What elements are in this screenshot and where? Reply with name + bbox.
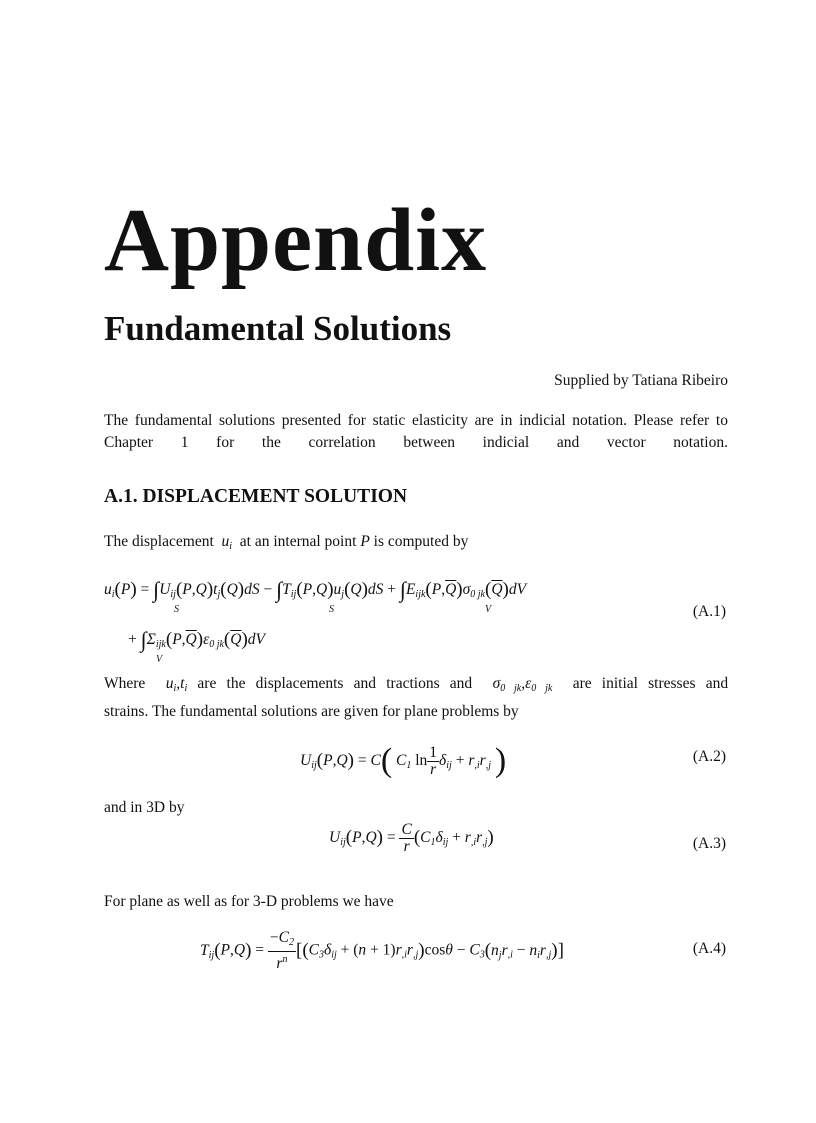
equation-a4-number: (A.4) bbox=[692, 940, 726, 957]
equation-a3-number: (A.3) bbox=[692, 835, 726, 852]
page-subtitle: Fundamental Solutions bbox=[104, 309, 452, 348]
limit-s2: S bbox=[329, 604, 334, 615]
section-heading: A.1. DISPLACEMENT SOLUTION bbox=[104, 486, 408, 507]
displacement-sentence: The displacement $u_i$ at an internal point P is computed by bbox=[104, 533, 469, 552]
equation-a1-line2: + $\int\Sigma_{ijk}(P,\overline{Q})\varepsilon_{0 jk}(\overline{Q})dV$ bbox=[128, 627, 265, 652]
where-sentence-line2: strains. The fundamental solutions are given for plane problems by bbox=[104, 703, 519, 720]
intro-paragraph: The fundamental solutions presented for static elasticity are in indicial notation. Please refer to Chapter 1 for the correlation between indicial and vector notation. bbox=[104, 412, 728, 451]
limit-s1: S bbox=[174, 604, 179, 615]
limit-v2: V bbox=[156, 654, 163, 665]
equation-a1-number: (A.1) bbox=[692, 603, 726, 620]
equation-a2-number: (A.2) bbox=[692, 748, 726, 765]
equation-a2: $U_{ij}(P,Q) = C$( $C_1$ ln $\frac{1}{r}$ $\delta_{ij} + r_{,i}r_{,j}$ ) bbox=[300, 742, 507, 779]
plane-3d-text: For plane as well as for 3-D problems we have bbox=[104, 893, 394, 910]
author-credit: Supplied by Tatiana Ribeiro bbox=[554, 372, 728, 389]
and-3d-text: and in 3D by bbox=[104, 799, 185, 816]
equation-a4: $T_{ij}(P,Q)$ = $\frac{-C_2}{r^n}$ $[(C_3\delta_{ij} + (n + 1)r_{,i}r_{,j})\cos\theta - C_3(n_jr_{,i} - n_ir_{,j})]$ bbox=[200, 929, 564, 972]
limit-v1: V bbox=[485, 604, 492, 615]
where-sentence-line1: Where $u_i,t_i$ are the displacements and tractions and $\sigma_{0 jk},\varepsilon_{0 jk}$ are initial stresses and bbox=[104, 675, 729, 694]
page-title: Appendix bbox=[104, 191, 488, 290]
equation-a1-line1: $u_i(P) = \int U_{ij}(P,Q)t_j(Q)dS - \int T_{ij}(P,Q)u_j(Q)dS + \int E_{ijk}(P,\overline{Q})\sigma_{0 jk}(\overline{Q})dV$ bbox=[104, 577, 527, 602]
equation-a3: $U_{ij}(P,Q)$ = $\frac{C}{r}$ $(C_1\delta_{ij} + r_{,i}r_{,j})$ bbox=[329, 821, 494, 855]
